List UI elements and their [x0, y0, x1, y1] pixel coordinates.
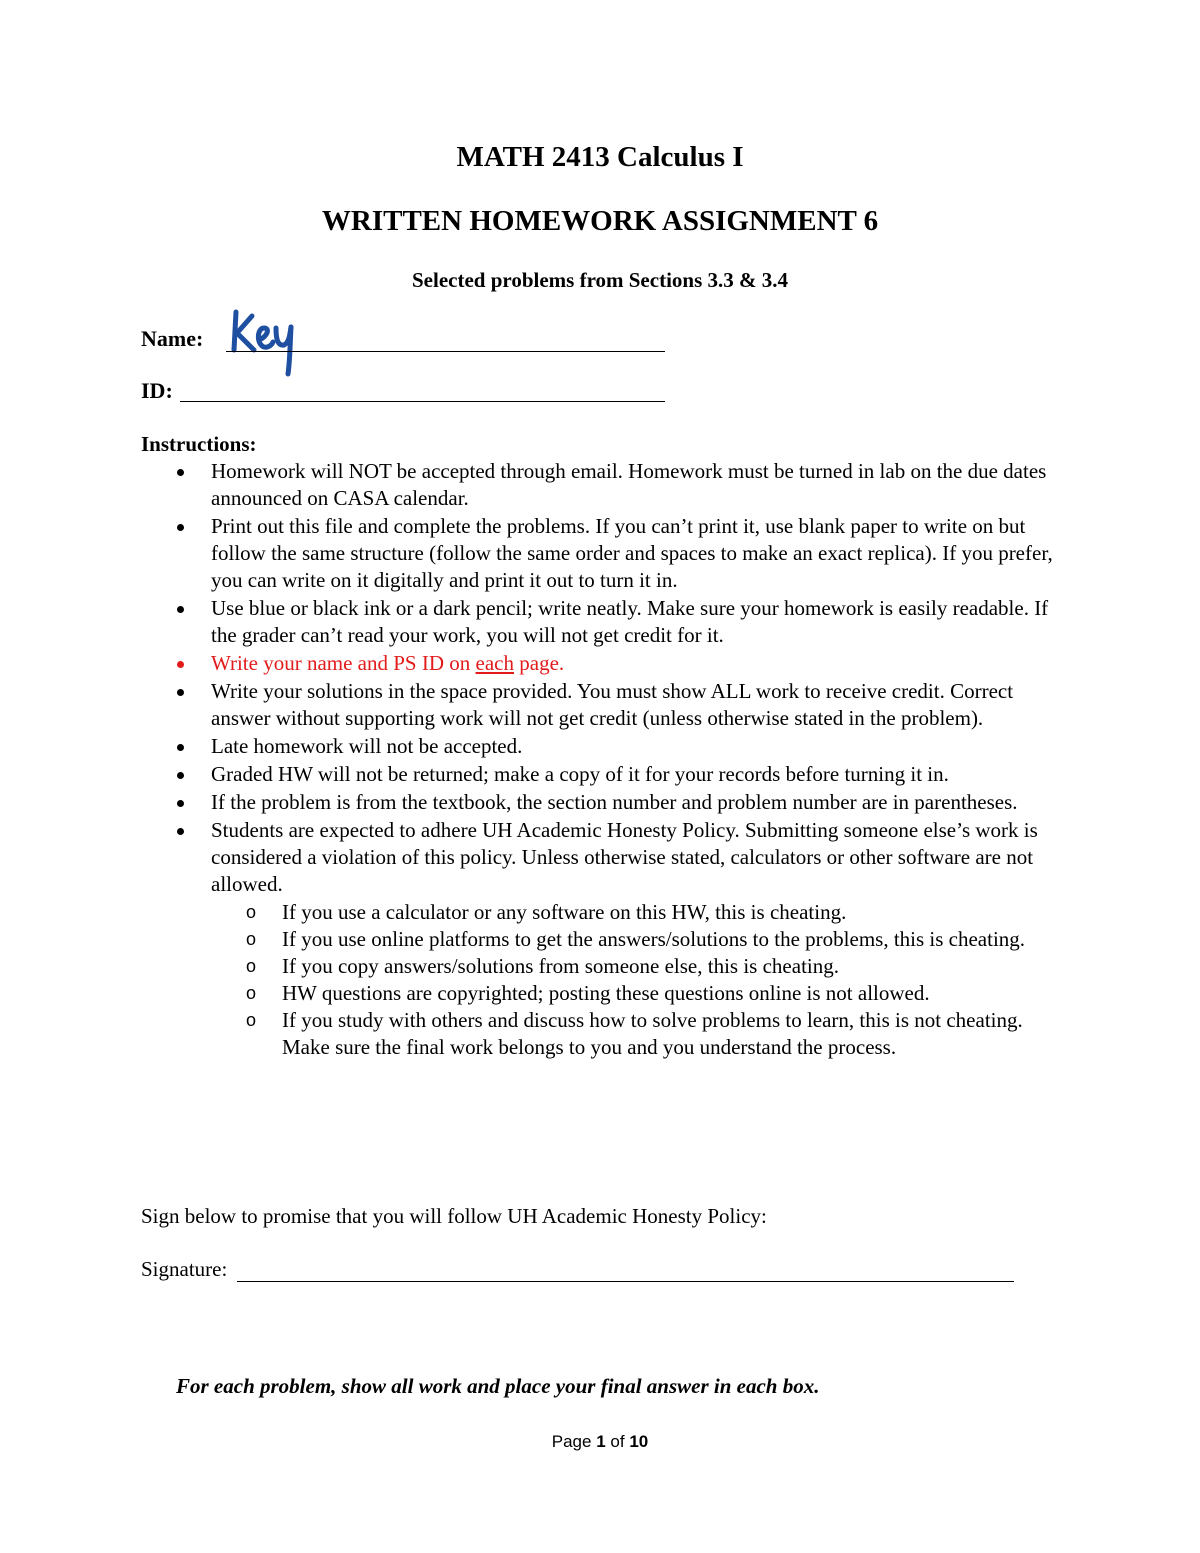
id-field-line[interactable] [180, 401, 665, 402]
sub-item: o If you study with others and discuss how to solve problems to learn, this is not cheating. Make sure the final work belongs to you and you understand the process. [246, 1008, 1023, 1059]
final-answer-note: For each problem, show all work and place your final answer in each box. [176, 1374, 820, 1398]
instruction-item: Late homework will not be accepted. [141, 733, 1071, 760]
bullet-dot [177, 744, 184, 751]
sub-bullet-marker: o [246, 983, 257, 1003]
name-field-line[interactable] [226, 351, 665, 352]
handwritten-name-text: Key [228, 300, 230, 301]
instruction-item: Homework will NOT be accepted through email. Homework must be turned in lab on the due dates announced on CASA calendar. [141, 458, 1071, 512]
assignment-title: WRITTEN HOMEWORK ASSIGNMENT 6 [321, 205, 879, 237]
sub-item: o If you copy answers/solutions from someone else, this is cheating. [246, 954, 839, 978]
honesty-prompt: Sign below to promise that you will follow UH Academic Honesty Policy: [141, 1204, 767, 1228]
instruction-item: Use blue or black ink or a dark pencil; write neatly. Make sure your homework is easily readable. If the grader can’t read your work, you will not get credit for it. [141, 595, 1071, 649]
sub-bullet-marker: o [246, 1010, 257, 1030]
bullet-dot [177, 661, 184, 668]
signature-label: Signature: [141, 1257, 228, 1281]
instruction-item: If the problem is from the textbook, the section number and problem number are in parentheses. [141, 789, 1071, 816]
sub-item: o HW questions are copyrighted; posting these questions online is not allowed. [246, 981, 930, 1005]
instruction-item: Students are expected to adhere UH Academic Honesty Policy. Submitting someone else’s work is considered a violation of this policy. Unless otherwise stated, calculators or other software are not allowed. [141, 817, 1071, 898]
sub-bullet-marker: o [246, 956, 257, 976]
sub-bullet-marker: o [246, 929, 257, 949]
instructions-list [141, 458, 1071, 1061]
bullet-dot [177, 606, 184, 613]
instruction-item: Graded HW will not be returned; make a copy of it for your records before turning it in. [141, 761, 1071, 788]
sub-item: o If you use online platforms to get the answers/solutions to the problems, this is cheating. [246, 927, 1026, 951]
sub-item: o If you use a calculator or any software on this HW, this is cheating. [246, 900, 847, 924]
bullet-dot [177, 828, 184, 835]
bullet-dot [177, 469, 184, 476]
bullet-dot [177, 772, 184, 779]
sections-subtitle: Selected problems from Sections 3.3 & 3.4 [411, 268, 788, 292]
bullet-dot [177, 800, 184, 807]
name-label: Name: [141, 326, 204, 351]
bullet-dot [177, 689, 184, 696]
signature-line[interactable] [237, 1281, 1014, 1282]
instruction-item: Print out this file and complete the problems. If you can’t print it, use blank paper to write on but follow the same structure (follow the same order and spaces to make an exact replica). If you prefer, you can write on it digitally and print it out to turn it in. [141, 513, 1071, 594]
instruction-item-warning: Write your name and PS ID on each page. [141, 650, 1071, 677]
instruction-item: Write your solutions in the space provided. You must show ALL work to receive credit. Correct answer without supporting work will not get credit (unless otherwise stated in the problem). [141, 678, 1071, 732]
handwritten-name-key [228, 300, 308, 380]
sub-bullet-marker: o [246, 902, 257, 922]
course-title: MATH 2413 Calculus I [456, 141, 744, 173]
bullet-dot [177, 524, 184, 531]
id-label: ID: [141, 378, 173, 403]
page-footer: Page 1 of 10 [551, 1432, 649, 1451]
instructions-heading: Instructions: [141, 432, 257, 456]
